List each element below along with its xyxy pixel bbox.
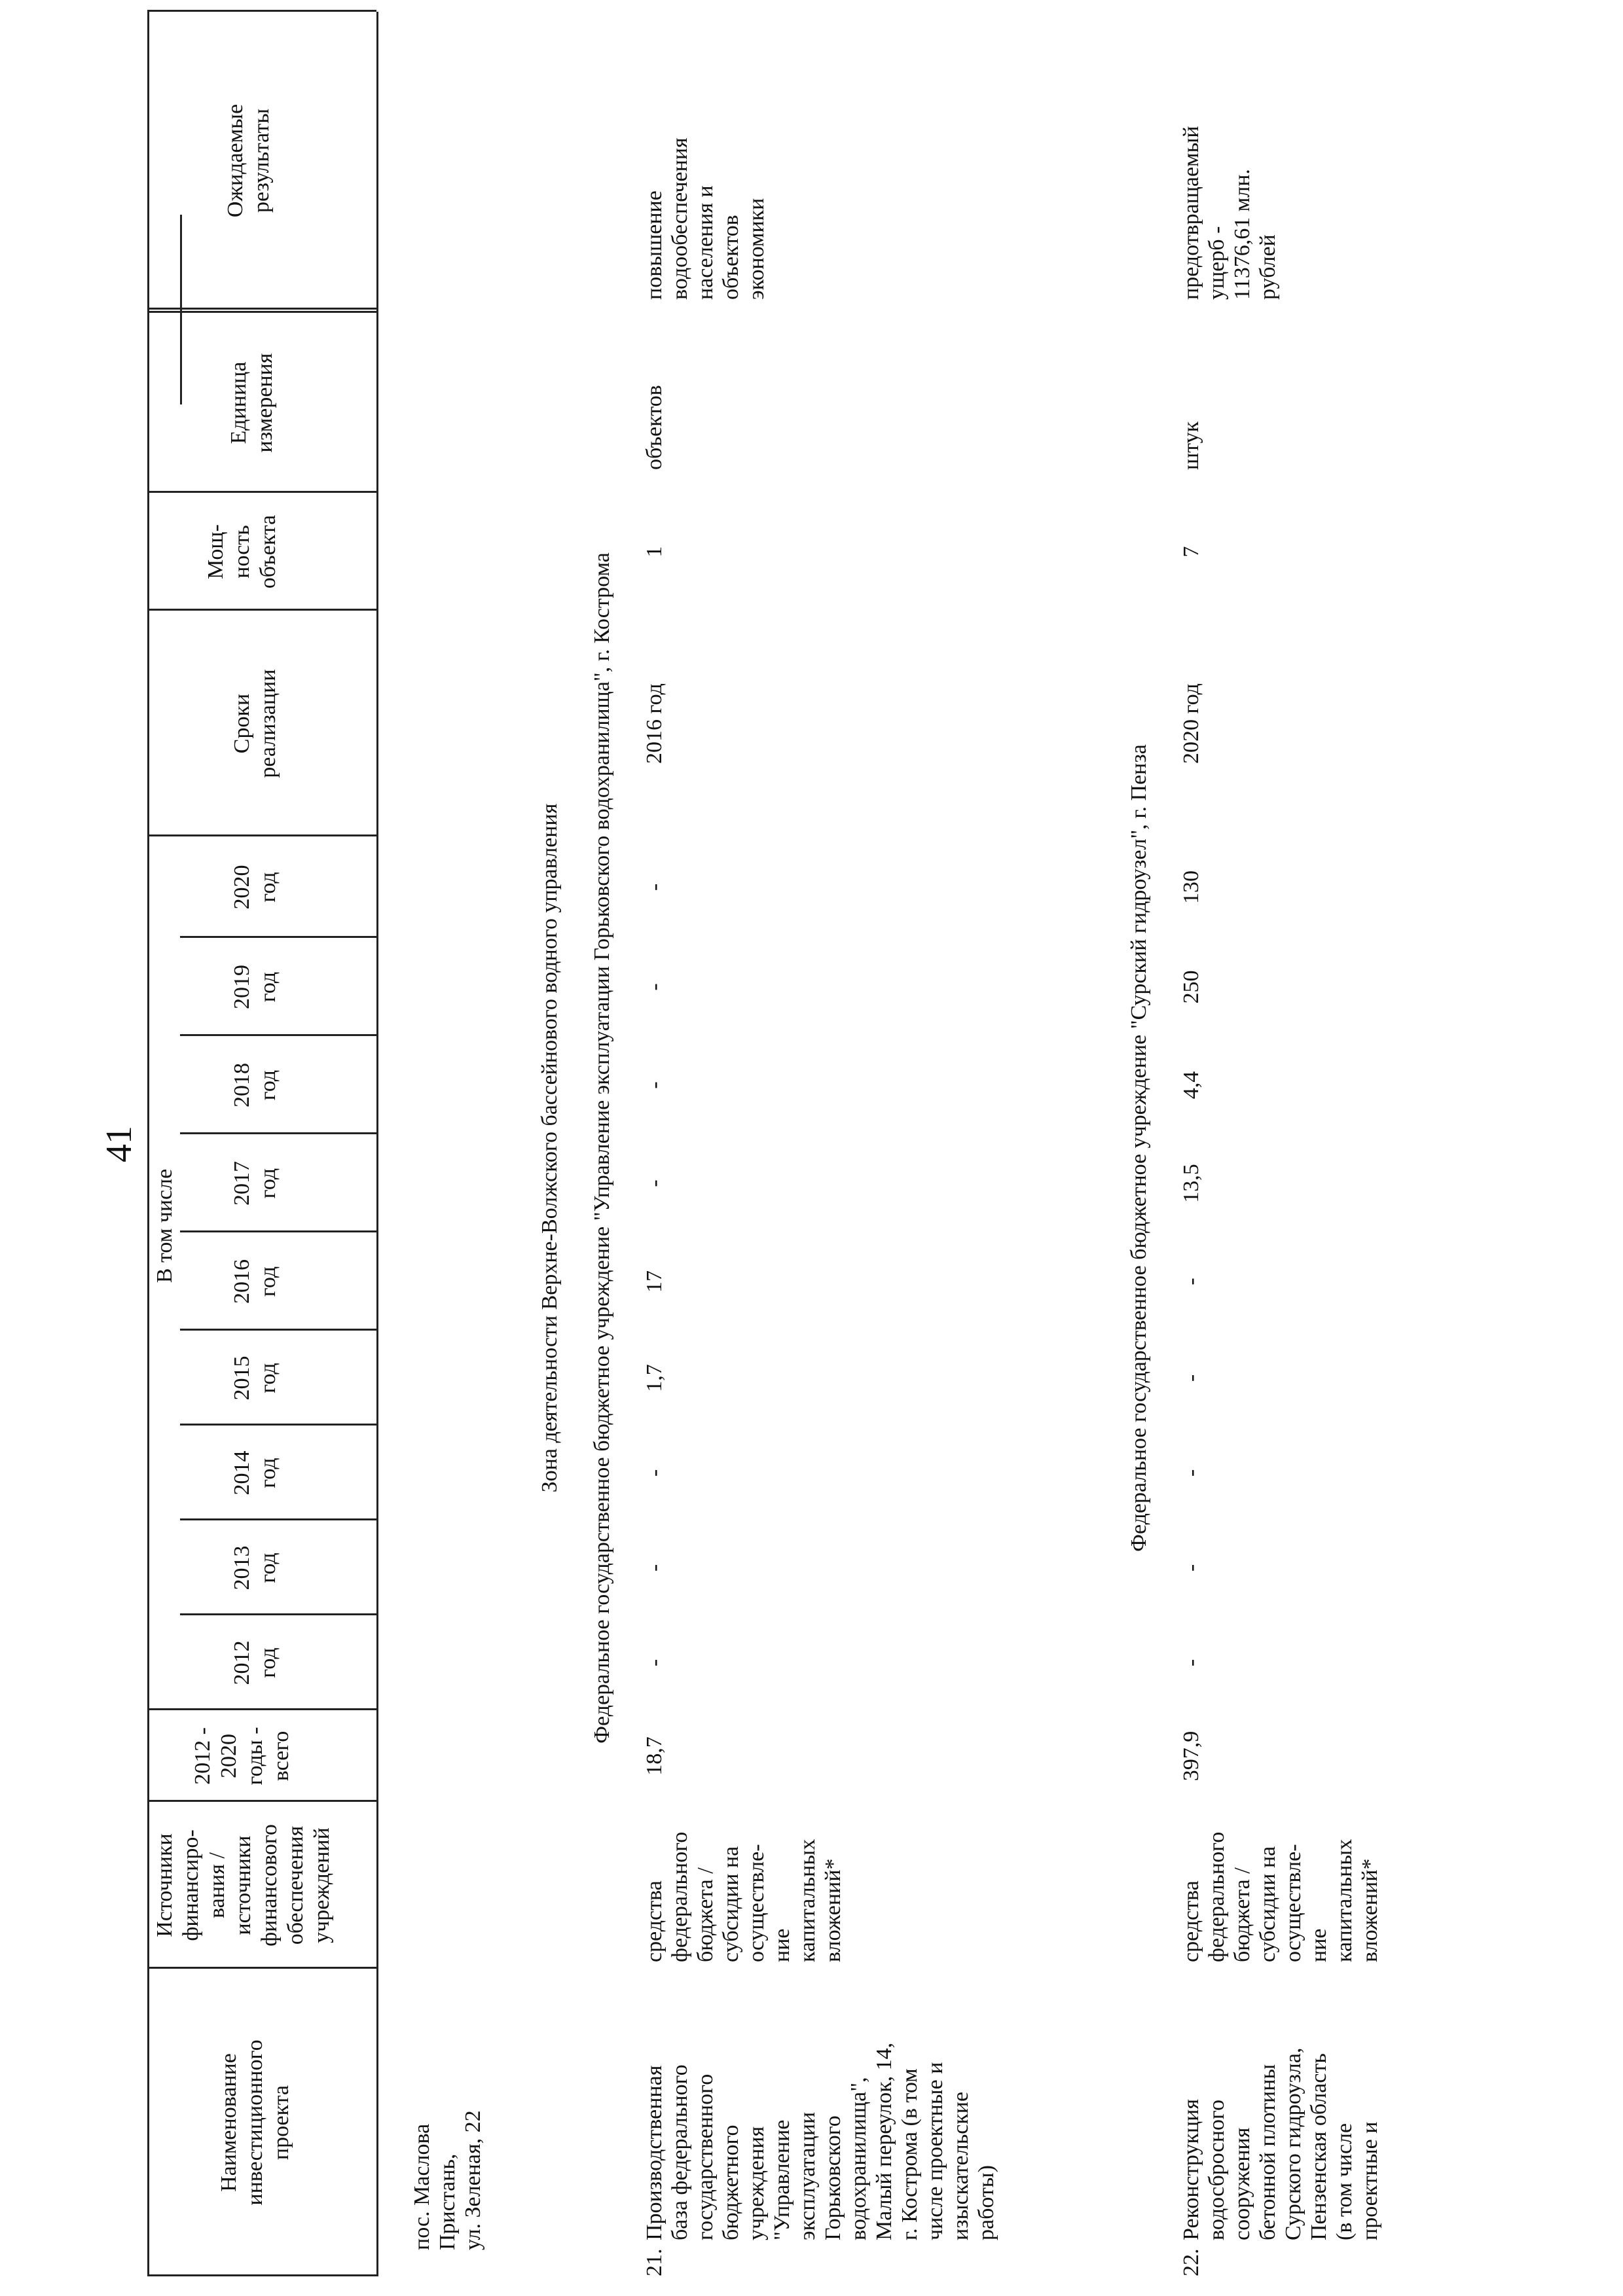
table-top-border bbox=[147, 12, 149, 2276]
expected-results: предотвращаемый ущерб - 11376,61 млн. рублей bbox=[1179, 126, 1280, 300]
header-year-2019: 2019 год bbox=[230, 965, 280, 1009]
header-results: Ожидаемые результаты bbox=[223, 103, 274, 218]
carry-over-address: пос. Маслова Пристань, ул. Зеленая, 22 bbox=[410, 2110, 485, 2250]
header-terms: Сроки реализации bbox=[230, 669, 280, 778]
amount-2014: - bbox=[642, 1469, 666, 1477]
amount-2013: - bbox=[642, 1564, 666, 1572]
object-capacity: 1 bbox=[642, 546, 666, 558]
total-amount: 397,9 bbox=[1179, 1731, 1203, 1782]
amount-2019: 250 bbox=[1179, 970, 1203, 1004]
header-year-2013: 2013 год bbox=[230, 1545, 280, 1590]
section-zone-title: Зона деятельности Верхне-Волжского бассейнового водного управления bbox=[538, 803, 562, 1493]
amount-2015: 1,7 bbox=[642, 1364, 666, 1392]
subheader-divider bbox=[180, 215, 182, 404]
header-year-2014: 2014 год bbox=[230, 1450, 280, 1496]
total-amount: 18,7 bbox=[642, 1736, 666, 1776]
project-name: Реконструкция водосбросного сооружения бетонной плотины Сурского гидроузла, Пензенская область (в том числе проектные и bbox=[1179, 2047, 1382, 2240]
amount-2013: - bbox=[1179, 1564, 1203, 1572]
amount-2012: - bbox=[1179, 1659, 1203, 1667]
amount-2017: 13,5 bbox=[1179, 1164, 1203, 1203]
amount-2017: - bbox=[642, 1179, 666, 1187]
header-year-2015: 2015 год bbox=[230, 1355, 280, 1401]
amount-2020: - bbox=[642, 883, 666, 891]
header-unit: Единица измерения bbox=[227, 353, 277, 453]
amount-2016: - bbox=[1179, 1278, 1203, 1285]
amount-2012: - bbox=[642, 1659, 666, 1667]
unit-of-measure: штук bbox=[1179, 421, 1203, 470]
page-number: 41 bbox=[99, 1126, 139, 1162]
funding-source: средства федерального бюджета / субсидии на осуществле- ние капитальных вложений* bbox=[642, 1831, 845, 1962]
header-project-name: Наименование инвестиционного проекта bbox=[217, 2039, 293, 2206]
amount-2016: 17 bbox=[642, 1270, 666, 1293]
row-number: 22. bbox=[1179, 2248, 1203, 2276]
amount-2018: 4,4 bbox=[1179, 1071, 1203, 1100]
amount-2014: - bbox=[1179, 1469, 1203, 1477]
header-capacity: Мощ- ность объекта bbox=[204, 514, 280, 589]
header-including: В том числе bbox=[153, 1168, 177, 1283]
section-institution-title: Федеральное государственное бюджетное учреждение "Управление эксплуатации Горьковского водохранилища", г. Кострома bbox=[590, 552, 614, 1744]
amount-2018: - bbox=[642, 1081, 666, 1089]
header-sources: Источники финансиро- вания / источники финансового обеспечения учреждений bbox=[153, 1824, 334, 1946]
header-year-2012: 2012 год bbox=[230, 1640, 280, 1685]
header-year-2017: 2017 год bbox=[230, 1161, 280, 1206]
funding-source: средства федерального бюджета / субсидии на осуществле- ние капитальных вложений* bbox=[1179, 1831, 1382, 1962]
unit-of-measure: объектов bbox=[642, 385, 666, 470]
header-year-2018: 2018 год bbox=[230, 1063, 280, 1107]
implementation-term: 2016 год bbox=[642, 683, 666, 764]
amount-2019: - bbox=[642, 983, 666, 991]
section-institution-title: Федеральное государственное бюджетное учреждение "Сурский гидроузел", г. Пенза bbox=[1127, 744, 1151, 1552]
object-capacity: 7 bbox=[1179, 546, 1203, 558]
amount-2020: 130 bbox=[1179, 870, 1203, 904]
header-total: 2012 - 2020 годы - всего bbox=[191, 1727, 293, 1785]
header-year-2016: 2016 год bbox=[230, 1259, 280, 1304]
amount-2015: - bbox=[1179, 1374, 1203, 1382]
project-name: Производственная база федерального государственного бюджетного учреждения "Управление эксплуатации Горьковского водохранилища", Малый переулок, 14, г. Кострома (в том числе проектные и изыскательские работы) bbox=[642, 2042, 998, 2240]
implementation-term: 2020 год bbox=[1179, 683, 1203, 764]
header-bottom-border bbox=[376, 12, 378, 2276]
row-number: 21. bbox=[642, 2248, 666, 2276]
expected-results: повышение водообеспечения населения и объектов экономики bbox=[642, 137, 769, 300]
header-year-2020: 2020 год bbox=[230, 865, 280, 910]
